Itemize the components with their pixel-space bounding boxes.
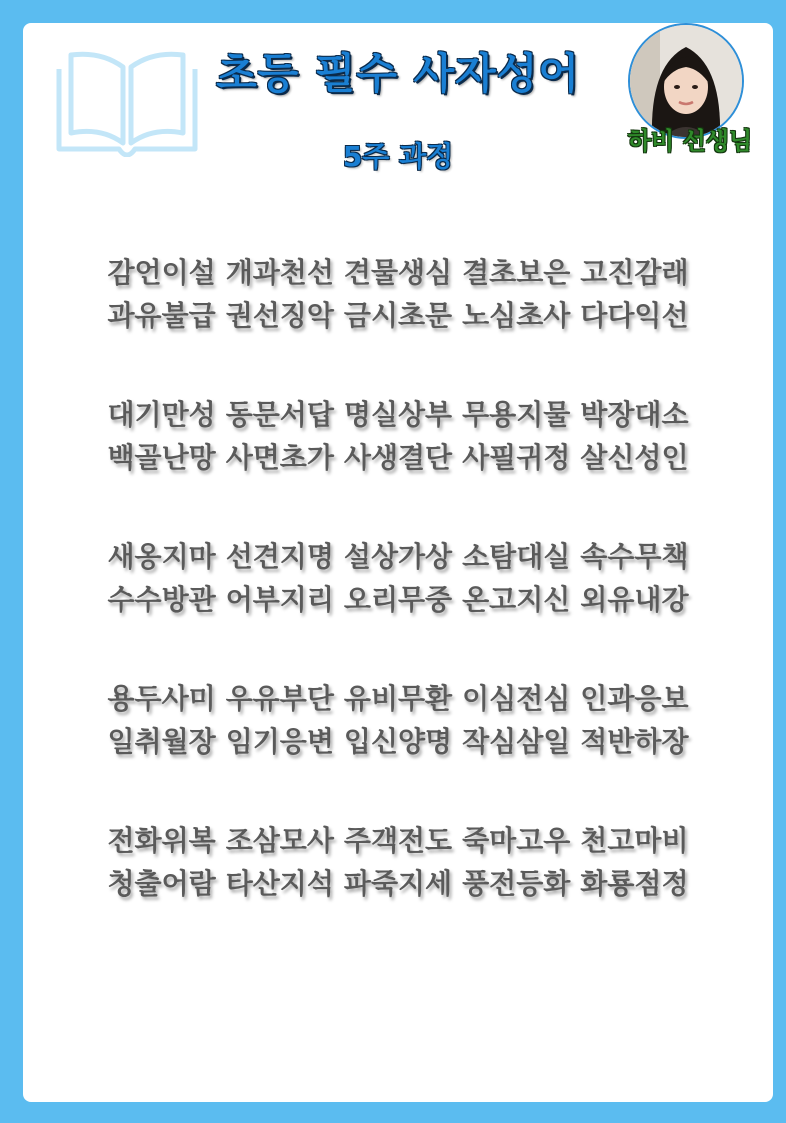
idiom: 사면초가	[225, 441, 334, 474]
idiom: 동문서답	[225, 398, 334, 431]
idiom: 다다익선	[580, 299, 689, 332]
idiom: 결초보은	[462, 256, 571, 289]
idiom: 용두사미	[107, 682, 216, 715]
idiom: 오리무중	[343, 583, 453, 616]
idiom: 견물생심	[343, 256, 453, 289]
idiom-list	[23, 251, 773, 961]
idiom: 외유내강	[580, 583, 689, 616]
idiom: 설상가상	[343, 540, 453, 573]
idiom: 화룡점정	[580, 867, 689, 900]
idiom: 무용지물	[462, 398, 571, 431]
idiom: 백골난망	[107, 441, 216, 474]
idiom: 파죽지세	[343, 867, 453, 900]
idiom: 청출어람	[107, 867, 216, 900]
teacher-name: 하비 선생님	[627, 127, 753, 155]
idiom: 주객전도	[343, 824, 453, 857]
idiom: 온고지신	[462, 583, 571, 616]
idiom-line	[23, 720, 773, 763]
page-title: 초등 필수 사자성어	[216, 49, 580, 98]
idiom: 새옹지마	[107, 540, 216, 573]
idiom: 타산지석	[225, 867, 334, 900]
idiom: 살신성인	[580, 441, 689, 474]
idiom: 수수방관	[107, 583, 216, 616]
idiom-line	[23, 436, 773, 479]
idiom: 권선징악	[225, 299, 334, 332]
week-group-2	[23, 393, 773, 479]
idiom: 적반하장	[580, 725, 689, 758]
idiom-line	[23, 862, 773, 905]
idiom: 명실상부	[343, 398, 453, 431]
idiom-line	[23, 393, 773, 436]
idiom: 과유불급	[107, 299, 216, 332]
week-group-5	[23, 819, 773, 905]
week-group-1	[23, 251, 773, 337]
idiom: 임기응변	[225, 725, 334, 758]
idiom: 개과천선	[225, 256, 334, 289]
idiom-line	[23, 819, 773, 862]
idiom: 어부지리	[225, 583, 334, 616]
week-group-3	[23, 535, 773, 621]
idiom: 속수무책	[580, 540, 689, 573]
course-duration: 5주 과정	[342, 140, 454, 173]
idiom: 소탐대실	[462, 540, 571, 573]
worksheet-card	[23, 23, 773, 1102]
idiom: 선견지명	[225, 540, 334, 573]
idiom: 작심삼일	[462, 725, 571, 758]
idiom: 고진감래	[580, 256, 689, 289]
idiom-line	[23, 294, 773, 337]
idiom: 대기만성	[107, 398, 216, 431]
idiom-line	[23, 535, 773, 578]
idiom: 금시초문	[343, 299, 453, 332]
idiom: 우유부단	[225, 682, 334, 715]
idiom: 이심전심	[462, 682, 571, 715]
idiom: 전화위복	[107, 824, 216, 857]
idiom: 사생결단	[343, 441, 453, 474]
idiom: 조삼모사	[225, 824, 334, 857]
idiom: 인과응보	[580, 682, 689, 715]
idiom-line	[23, 251, 773, 294]
idiom: 박장대소	[580, 398, 689, 431]
idiom: 노심초사	[462, 299, 571, 332]
idiom-line	[23, 677, 773, 720]
idiom: 입신양명	[343, 725, 453, 758]
idiom: 풍전등화	[462, 867, 571, 900]
idiom: 감언이설	[107, 256, 216, 289]
idiom: 천고마비	[580, 824, 689, 857]
idiom: 유비무환	[343, 682, 453, 715]
week-group-4	[23, 677, 773, 763]
idiom-line	[23, 578, 773, 621]
idiom: 일취월장	[107, 725, 216, 758]
idiom: 죽마고우	[462, 824, 571, 857]
idiom: 사필귀정	[462, 441, 571, 474]
